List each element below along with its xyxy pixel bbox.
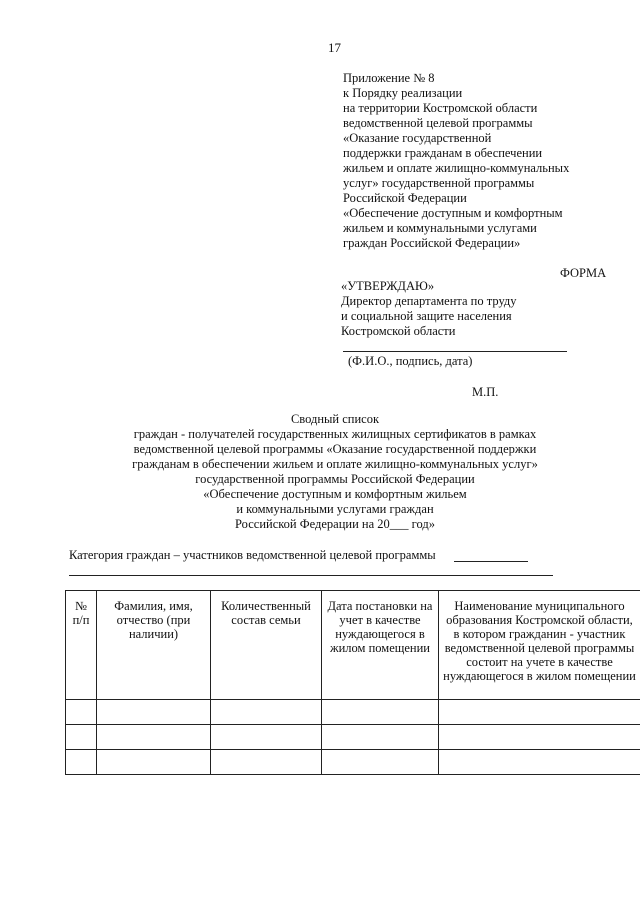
approval-line: и социальной защите населения	[341, 309, 512, 323]
appendix-line: поддержки гражданам в обеспечении	[343, 146, 543, 160]
appendix-line: жильем и оплате жилищно-коммунальных	[343, 161, 570, 175]
table-row	[66, 750, 640, 775]
category-second-line	[69, 575, 553, 576]
appendix-line: жильем и коммунальными услугами	[343, 221, 537, 235]
table-cell	[211, 700, 322, 725]
appendix-line: Российской Федерации	[343, 191, 467, 205]
header-registration-date: Дата постановки на учет в качестве нуждающегося в жилом помещении	[322, 591, 439, 700]
appendix-line: на территории Костромской области	[343, 101, 538, 115]
appendix-line: Приложение № 8	[343, 71, 435, 85]
category-fill-line	[454, 561, 528, 562]
table-row	[66, 725, 640, 750]
header-number: № п/п	[66, 591, 97, 700]
appendix-line: граждан Российской Федерации»	[343, 236, 521, 250]
appendix-line: ведомственной целевой программы	[343, 116, 533, 130]
table-header-row	[66, 591, 640, 700]
document-title	[60, 412, 610, 532]
title-line: граждан - получателей государственных жилищных сертификатов в рамках	[133, 427, 537, 441]
title-line: гражданам в обеспечении жильем и оплате жилищно-коммунальных услуг»	[132, 457, 538, 471]
table-cell	[211, 750, 322, 775]
approval-line: Директор департамента по труду	[341, 294, 517, 308]
header-municipality: Наименование муниципального образования Костромской области, в котором гражданин - участник ведомственной целевой программы состоит на учете в качестве нуждающегося в жилом помещении	[439, 591, 640, 700]
table-cell	[66, 750, 97, 775]
appendix-line: к Порядку реализации	[343, 86, 463, 100]
table-cell	[322, 750, 439, 775]
title-line: Российской Федерации на 20___ год»	[235, 517, 435, 531]
title-line: Сводный список	[290, 412, 380, 426]
title-line: государственной программы Российской Федерации	[195, 472, 475, 486]
table-cell	[97, 750, 211, 775]
table-cell	[322, 725, 439, 750]
table-cell	[439, 725, 640, 750]
header-family-size: Количественный состав семьи	[211, 591, 322, 700]
page-number: 17	[328, 40, 341, 55]
table-cell	[439, 750, 640, 775]
approval-line: Костромской области	[341, 324, 456, 338]
appendix-line: «Обеспечение доступным и комфортным	[343, 206, 563, 220]
table-cell	[97, 725, 211, 750]
title-line: ведомственной целевой программы «Оказание государственной поддержки	[133, 442, 537, 456]
approval-block	[341, 279, 621, 339]
header-full-name: Фамилия, имя, отчество (при наличии)	[97, 591, 211, 700]
title-line: «Обеспечение доступным и комфортным жильем	[203, 487, 467, 501]
approval-line: «УТВЕРЖДАЮ»	[341, 279, 435, 293]
form-label: ФОРМА	[560, 266, 607, 280]
table-cell	[66, 725, 97, 750]
category-label: Категория граждан – участников ведомственной целевой программы	[69, 548, 436, 562]
recipients-table	[65, 590, 640, 775]
table-cell	[211, 725, 322, 750]
stamp-placeholder: М.П.	[472, 385, 499, 399]
appendix-line: услуг» государственной программы	[343, 176, 535, 190]
appendix-line: «Оказание государственной	[343, 131, 492, 145]
table-cell	[322, 700, 439, 725]
title-line: и коммунальными услугами граждан	[236, 502, 434, 516]
table-cell	[439, 700, 640, 725]
table-cell	[97, 700, 211, 725]
table-row	[66, 700, 640, 725]
signature-caption: (Ф.И.О., подпись, дата)	[348, 354, 473, 368]
signature-line	[343, 351, 567, 352]
appendix-block	[343, 71, 633, 251]
table-cell	[66, 700, 97, 725]
